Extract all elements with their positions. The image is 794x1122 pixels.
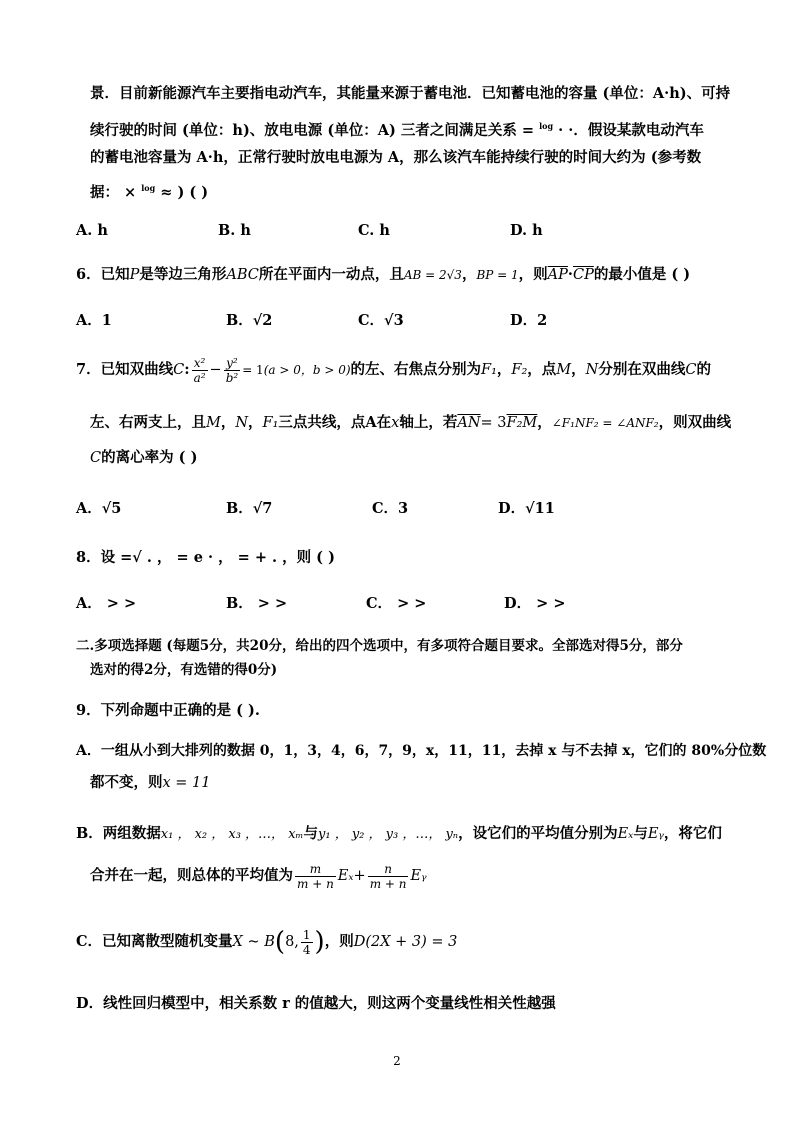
q9-c-then: ，则 (324, 933, 354, 950)
q6-stem: 6．已知P是等边三角形ABC所在平面内一动点，且AB = 2√3，BP = 1，则$\overline{AP}\cdot\overline{CP}$的最小值是 ( ) (76, 266, 691, 283)
q9-b-plus: + (353, 868, 366, 884)
q9-b-line2-text: 合并在一起，则总体的平均值为 (90, 867, 293, 884)
q6-option-d[interactable]: D．2 (510, 312, 548, 329)
q5-line-2 (90, 116, 704, 141)
q5-line-4b: ≈ ) ( ) (160, 183, 209, 201)
q9-b-text-d: ，将它们 (663, 825, 722, 842)
q7-line-1 (76, 352, 711, 388)
q9-b-ex2: Eₓ (337, 868, 354, 884)
q9-option-a-line-2 (90, 773, 211, 793)
q7-text-d: 分别在双曲线 (598, 361, 686, 378)
q9-b-frac-m (295, 862, 336, 891)
q7-line-3 (90, 448, 197, 468)
q7-vec-f2m: F₂M (506, 415, 538, 431)
q7-var-c: C (173, 362, 185, 378)
q9-c-result: D(2X + 3) = 3 (353, 934, 458, 950)
q9-c-four: 4 (302, 942, 311, 957)
q9-c-var: X ~ B (232, 934, 275, 950)
q7-line2-a: 左、右两支上，且 (90, 414, 206, 431)
q5-option-b[interactable]: B. h (218, 222, 251, 239)
q7-text-a: 7．已知双曲线 (76, 361, 174, 378)
q9-option-b-line-2 (90, 858, 427, 894)
q8-option-d[interactable]: D． > > (504, 595, 566, 612)
q7-option-b[interactable]: B．√7 (226, 500, 273, 517)
q7-angle: ∠F₁NF₂ = ∠ANF₂ (551, 416, 659, 430)
q7-m2: M (206, 415, 221, 431)
q7-option-a[interactable]: A．√5 (76, 500, 122, 517)
q9-b-ey2: Eᵧ (410, 868, 427, 884)
q7-b2: b² (225, 370, 239, 385)
q6-var-p: P (129, 267, 140, 283)
q5-line-2-end: · ·．假设某款电动汽车 (558, 121, 704, 139)
page-number: 2 (393, 1054, 401, 1068)
q5-log-mark-2: log (141, 183, 156, 193)
q7-line2-c: 轴上，若 (399, 414, 458, 431)
q6-text-b: 是等边三角形 (139, 266, 227, 283)
q7-x2: x² (192, 356, 208, 371)
q9-c-eight: 8, (285, 934, 299, 950)
q9-b-seq-y: y₁ ， y₂ ， y₃ ，…， yₙ (318, 827, 459, 842)
q6-vec-cp: $\overline{CP}$ (572, 267, 594, 283)
q7-line2-b: 三点共线，点A在 (278, 414, 392, 431)
q7-f2: F₂ (511, 362, 528, 378)
q7-minus: − (209, 362, 222, 378)
q5-log-mark: log (539, 121, 554, 131)
q7-m: M (556, 362, 572, 378)
q6-var-abc: ABC (226, 267, 259, 283)
q7-cond: (a > 0，b > 0) (263, 363, 351, 377)
q9-option-a-line-1[interactable]: A．一组从小到大排列的数据 0，1，3，4，6，7，9，x，11，11，去掉 x 与不去掉 x，它们的 80%分位数 (76, 743, 767, 759)
q8-option-c[interactable]: C． > > (366, 595, 427, 612)
q9-stem: 9．下列命题中正确的是 ( ). (76, 702, 260, 719)
q7-n2: N (235, 415, 249, 431)
q7-line3-text: 的离心率为 ( ) (101, 449, 198, 466)
q6-vec-ap: $\overline{AP}$ (547, 267, 568, 283)
q7-n: N (585, 362, 599, 378)
q9-option-b-line-1[interactable] (76, 824, 722, 845)
q9-b-ex: Eₓ (617, 826, 634, 842)
q9-a-text: 都不变，则 (90, 774, 163, 791)
q9-c-text: C．已知离散型随机变量 (76, 933, 233, 950)
q5-line-4a: 据： × (90, 183, 137, 201)
q9-b-frac-n (368, 862, 409, 891)
q6-option-a[interactable]: A．1 (76, 312, 112, 329)
q7-y2: y² (224, 356, 241, 371)
q5-option-a[interactable]: A. h (76, 222, 108, 239)
q6-text-c: 所在平面内一动点，且 (258, 266, 404, 283)
q6-dot: · (567, 266, 573, 283)
q9-c-rparen: ) (314, 927, 325, 957)
q6-option-c[interactable]: C．√3 (358, 312, 404, 329)
q5-option-d[interactable]: D. h (510, 222, 543, 239)
q7-text-b: 的左、右焦点分别为 (350, 361, 482, 378)
q7-text-e: 的 (696, 361, 711, 378)
q7-comma3: ， (220, 414, 236, 431)
q5-option-c[interactable]: C. h (358, 222, 390, 239)
q5-line-1: 景．目前新能源汽车主要指电动汽车，其能量来源于蓄电池．已知蓄电池的容量 (单位：A·h)、可持 (90, 85, 731, 102)
q7-option-c[interactable]: C．3 (372, 500, 409, 517)
q5-line-4 (90, 178, 208, 203)
q9-b-m-num: m (295, 862, 336, 877)
section2-heading-line-2: 选对的得2分，有选错的得0分) (90, 662, 278, 678)
q9-b-n-num: n (368, 862, 409, 877)
q9-b-mn-den: m + n (297, 876, 334, 891)
q9-option-c[interactable] (76, 924, 457, 960)
q7-f1: F₁ (481, 362, 497, 378)
q7-var-c2: C (685, 362, 697, 378)
q7-frac-y (224, 356, 241, 385)
q9-b-seq-x: x₁ ， x₂ ， x₃ ，…， xₘ (160, 827, 304, 842)
q7-text-c: ，点 (527, 361, 557, 378)
q7-comma4: ， (248, 414, 263, 431)
q6-text-d: ，则 (518, 266, 548, 283)
q9-b-mn-den2: m + n (369, 876, 407, 891)
q9-a-expr: x = 11 (162, 775, 211, 791)
q6-cond-ab: AB = 2√3 (403, 268, 462, 282)
q9-c-lparen: ( (274, 927, 286, 957)
q5-line-3: 的蓄电池容量为 A·h，正常行驶时放电电源为 A，那么该汽车能持续行驶的时间大约为 (参考数 (90, 149, 702, 166)
q9-b-and: 与 (633, 825, 648, 842)
q7-line2-d: ，则双曲线 (658, 414, 732, 431)
q7-line3-c: C (90, 450, 102, 466)
q9-c-frac (301, 928, 313, 957)
q7-colon: : (184, 361, 190, 378)
q6-option-b[interactable]: B．√2 (226, 312, 273, 329)
q7-line-2 (90, 413, 731, 433)
q9-option-d[interactable]: D．线性回归模型中，相关系数 r 的值越大，则这两个变量线性相关性越强 (76, 995, 556, 1012)
q6-cond-bp: BP = 1 (476, 268, 519, 282)
q7-option-d[interactable]: D．√11 (498, 500, 555, 517)
q6-text-a: 6．已知 (76, 266, 130, 283)
q5-line-2-text: 续行驶的时间 (单位：h)、放电电源 (单位：A) 三者之间满足关系 = (90, 121, 535, 139)
q7-x-axis: x (391, 415, 400, 431)
q6-text-e: 的最小值是 ( ) (593, 266, 691, 283)
section2-heading-line-1: 二.多项选择题 (每题5分，共20分，给出的四个选项中，有多项符合题目要求。全部选对得5分，部分 (76, 638, 683, 654)
q9-b-text-c: ，设它们的平均值分别为 (458, 825, 618, 842)
q8-option-b[interactable]: B． > > (226, 595, 288, 612)
q7-frac-x (192, 356, 208, 385)
q7-comma2: ， (571, 361, 586, 378)
q7-eq2: = 3 (480, 415, 507, 431)
q9-c-one: 1 (302, 927, 311, 942)
q8-stem: 8．设 =√ . ， = e · ， = + . ，则 ( ) (76, 549, 335, 566)
q9-b-text-a: B．两组数据 (76, 825, 161, 842)
q7-eq1: = 1 (242, 363, 264, 377)
q7-vec-an: $\overline{AN}$ (457, 415, 481, 431)
q9-b-ey: Eᵧ (647, 826, 664, 842)
q9-b-text-b: 与 (303, 825, 318, 842)
q7-comma1: ， (496, 361, 512, 378)
q7-a2: a² (193, 370, 206, 385)
q8-option-a[interactable]: A． > > (76, 595, 137, 612)
q7-f1b: F₁ (262, 415, 279, 431)
q7-comma5: ， (537, 414, 552, 431)
